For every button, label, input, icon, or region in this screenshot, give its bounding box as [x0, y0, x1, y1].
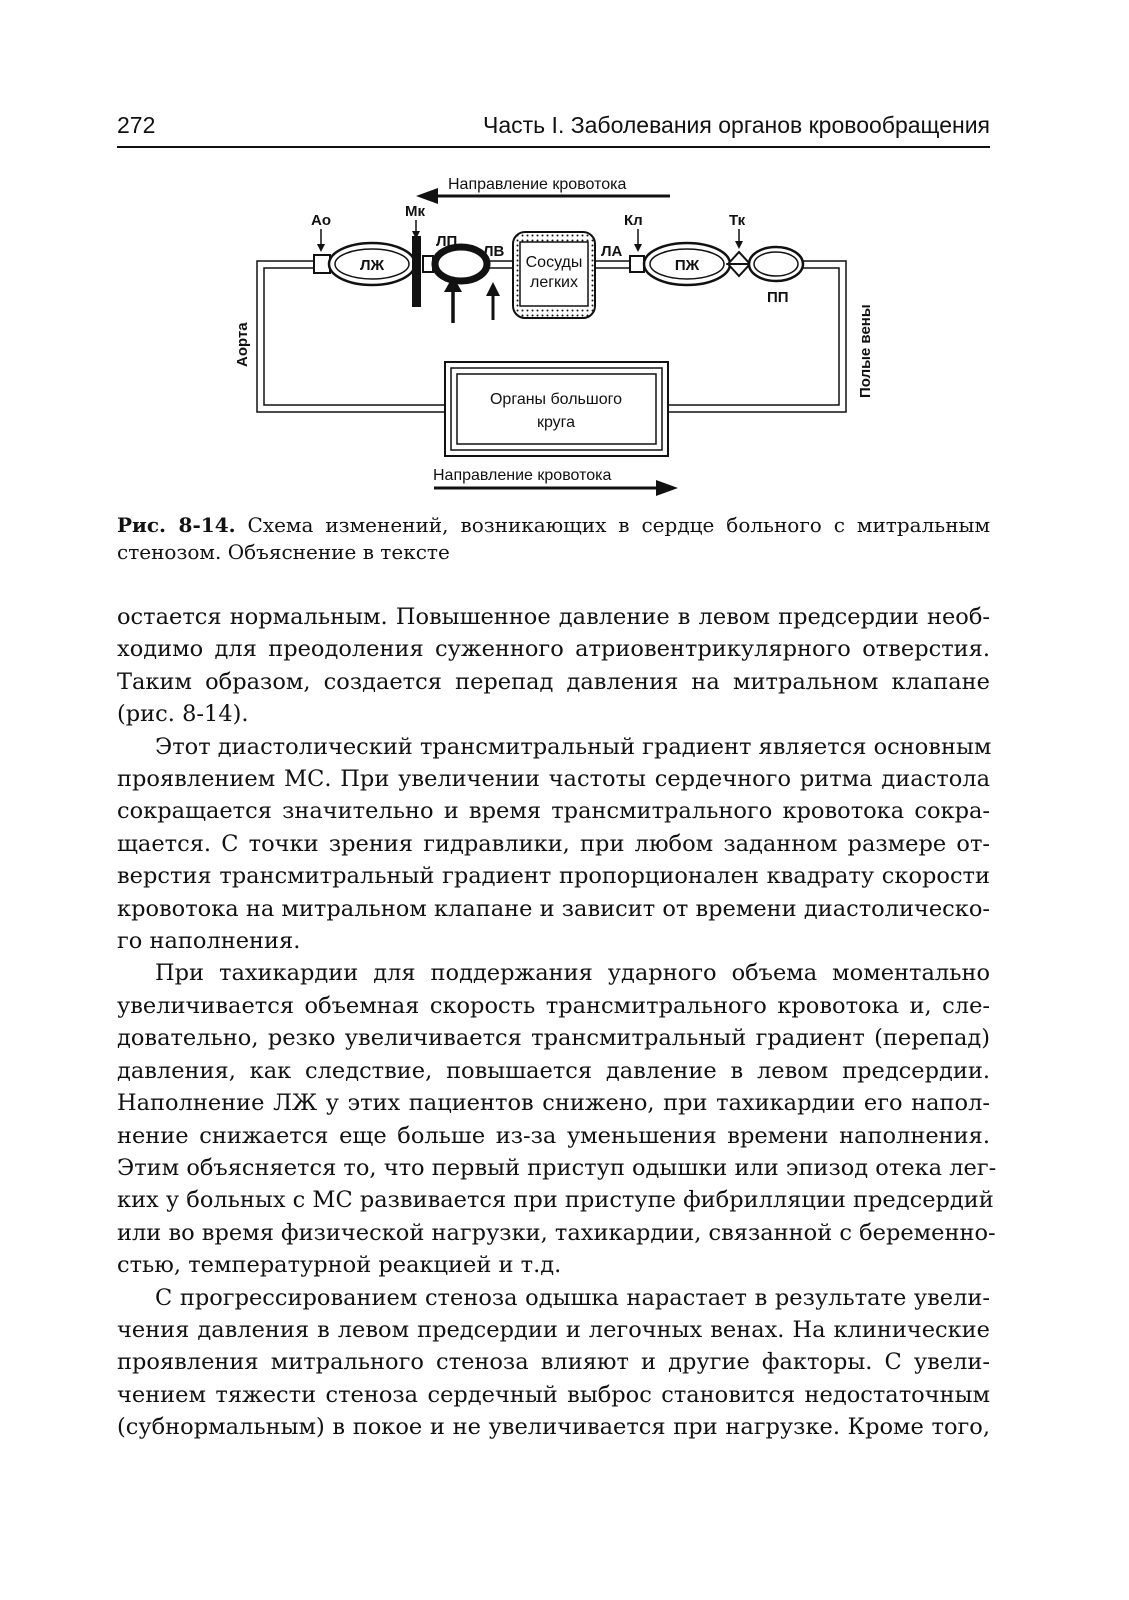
body-line: ких у больных с МС развивается при приступе фибрилляции предсердий: [117, 1187, 994, 1214]
label-tk: Тк: [729, 212, 746, 229]
body-line: сокращается значительно и время трансмитрального кровотока сокра-: [117, 798, 990, 825]
aortic-valve: [314, 255, 330, 273]
body-line: чения давления в левом предсердии и легочных венах. На клинические: [117, 1316, 990, 1343]
paragraph-3: [117, 957, 997, 1281]
body-line: чением тяжести стеноза сердечный выброс становится недостаточным: [117, 1381, 990, 1408]
body-line: довательно, резко увеличивается трансмитральный градиент (перепад): [117, 1025, 990, 1052]
body-line: стью, температурной реакцией и т.д.: [117, 1252, 562, 1279]
body-line: щается. С точки зрения гидравлики, при любом заданном размере от-: [117, 830, 990, 857]
label-lp: ЛП: [436, 233, 458, 250]
label-veins: Полые вены: [857, 304, 874, 398]
label-ao: Ао: [311, 212, 331, 229]
organs-line2: круга: [536, 414, 576, 431]
body-line: верстия трансмитральный градиент пропорционален квадрату скорости: [117, 863, 990, 890]
tricuspid-valve: [728, 252, 750, 264]
body-line: Этот диастолический трансмитральный градиент является основным: [155, 733, 992, 760]
caption-line-1: [117, 512, 990, 539]
lung-vessels-line1: Сосуды: [525, 254, 583, 271]
label-la: ЛА: [601, 243, 623, 260]
body-line: кровотока на митральном клапане и зависит от времени диастолическо-: [117, 895, 990, 922]
pulmonary-valve: [630, 256, 644, 272]
systemic-organs-box: [445, 362, 668, 456]
body-line: остается нормальным. Повышенное давление в левом предсердии необ-: [117, 604, 990, 630]
body-line: или во время физической нагрузки, тахикардии, связанной с беременно-: [117, 1219, 996, 1246]
body-line: (субнормальным) в покое и не увеличивается при нагрузке. Кроме того,: [117, 1414, 990, 1441]
body-line: го наполнения.: [117, 928, 301, 955]
page-number: 272: [117, 112, 156, 138]
body-text: [117, 601, 997, 1444]
body-line: При тахикардии для поддержания ударного объема моментально: [155, 960, 990, 987]
caption-line-2: стенозом. Объяснение в тексте: [117, 540, 450, 564]
circulation-diagram: [220, 168, 920, 508]
paragraph-4: [117, 1282, 990, 1444]
label-lzh: ЛЖ: [359, 257, 385, 274]
figure-caption: [117, 512, 990, 566]
label-lv: ЛВ: [483, 243, 505, 260]
body-line: давления, как следствие, повышается давление в левом предсердии.: [117, 1057, 990, 1084]
running-title: Часть I. Заболевания органов кровообращения: [483, 112, 990, 138]
label-aorta: Аорта: [234, 322, 251, 367]
body-line: ходимо для преодоления суженного атриовентрикулярного отверстия.: [117, 636, 990, 663]
body-line: С прогрессированием стеноза одышка нарастает в результате увели-: [155, 1284, 990, 1311]
body-line: проявлением МС. При увеличении частоты сердечного ритма диастола: [117, 766, 990, 793]
body-line: Этим объясняется то, что первый приступ одышки или эпизод отека лег-: [117, 1154, 997, 1181]
label-kl: Кл: [624, 212, 643, 229]
lung-vessels-line2: легких: [529, 274, 579, 291]
caption-text-1: Схема изменений, возникающих в сердце больного с митральным: [235, 513, 990, 537]
body-line: Наполнение ЛЖ у этих пациентов снижено, при тахикардии его напол-: [117, 1090, 990, 1117]
running-header: [117, 108, 990, 148]
left-atrium: [435, 247, 487, 281]
paragraph-2: [117, 731, 990, 958]
label-pp: ПП: [767, 289, 789, 306]
label-mk: Мк: [405, 203, 426, 220]
mitral-valve: [412, 236, 421, 307]
bottom-flow-label: Направление кровотока: [433, 467, 612, 484]
body-line: увеличивается объемная скорость трансмитрального кровотока и, сле-: [117, 992, 990, 1019]
body-line: Таким образом, создается перепад давления на митральном клапане: [117, 668, 990, 695]
body-line: проявления митрального стеноза влияют и другие факторы. С увели-: [117, 1349, 990, 1376]
body-line: (рис. 8-14).: [117, 701, 249, 728]
paragraph-1: [117, 601, 990, 731]
body-line: нение снижается еще больше из-за уменьшения времени наполнения.: [117, 1122, 990, 1149]
top-flow-label: Направление кровотока: [448, 176, 627, 193]
organs-line1: Органы большого: [489, 391, 623, 408]
label-pzh: ПЖ: [674, 257, 700, 274]
figure-label: Рис. 8-14.: [117, 513, 236, 537]
